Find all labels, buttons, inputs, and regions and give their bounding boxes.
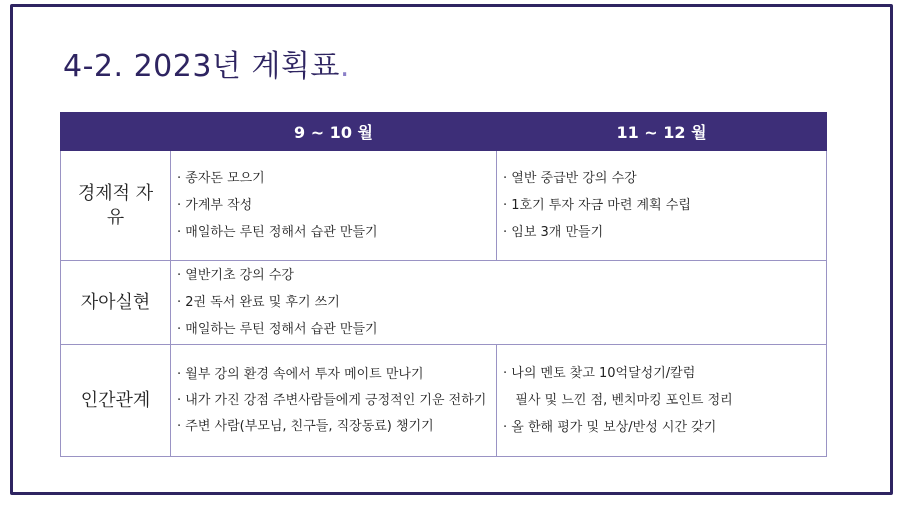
header-row	[61, 113, 827, 151]
plan-cell	[497, 151, 827, 261]
header-cell-nov-dec: 11 ~ 12 월	[497, 113, 827, 151]
plan-cell	[171, 261, 497, 345]
list-item: · 임보 3개 만들기	[503, 225, 604, 240]
list-item: · 주변 사람(부모님, 친구들, 직장동료) 챙기기	[177, 418, 434, 434]
plan-cell	[171, 345, 497, 457]
category-cell: 인간관계	[61, 345, 171, 457]
list-item: 필사 및 느낀 점, 벤치마킹 포인트 정리	[503, 393, 733, 408]
list-item: · 올 한해 평가 및 보상/반성 시간 갖기	[503, 420, 717, 435]
plan-cell-empty	[497, 261, 827, 345]
plan-cell	[497, 345, 827, 457]
list-item: · 열반 중급반 강의 수강	[503, 171, 637, 186]
list-item: · 월부 강의 환경 속에서 투자 메이트 만나기	[177, 366, 424, 382]
category-cell: 자아실현	[61, 261, 171, 345]
table-row	[61, 151, 827, 261]
page-title	[63, 41, 350, 85]
table-row	[61, 261, 827, 345]
header-cell-blank	[61, 113, 171, 151]
title-dot: .	[339, 49, 350, 84]
list-item: · 열반기초 강의 수강	[177, 268, 294, 283]
header-cell-sep-oct: 9 ~ 10 월	[171, 113, 497, 151]
plan-table	[60, 112, 827, 457]
list-item: · 2권 독서 완료 및 후기 쓰기	[177, 295, 340, 310]
plan-cell	[171, 151, 497, 261]
list-item: · 나의 멘토 찾고 10억달성기/칼럼	[503, 366, 696, 381]
list-item: · 1호기 투자 자금 마련 계획 수립	[503, 198, 691, 213]
list-item: · 매일하는 루틴 정해서 습관 만들기	[177, 225, 378, 240]
table-row	[61, 345, 827, 457]
list-item: · 종자돈 모으기	[177, 171, 265, 186]
list-item: · 매일하는 루틴 정해서 습관 만들기	[177, 322, 378, 337]
list-item: · 내가 가진 강점 주변사람들에게 긍정적인 기운 전하기	[177, 392, 487, 408]
category-cell: 경제적 자유	[61, 151, 171, 261]
list-item: · 가계부 작성	[177, 198, 253, 213]
title-text: 4-2. 2023년 계획표	[63, 49, 340, 84]
